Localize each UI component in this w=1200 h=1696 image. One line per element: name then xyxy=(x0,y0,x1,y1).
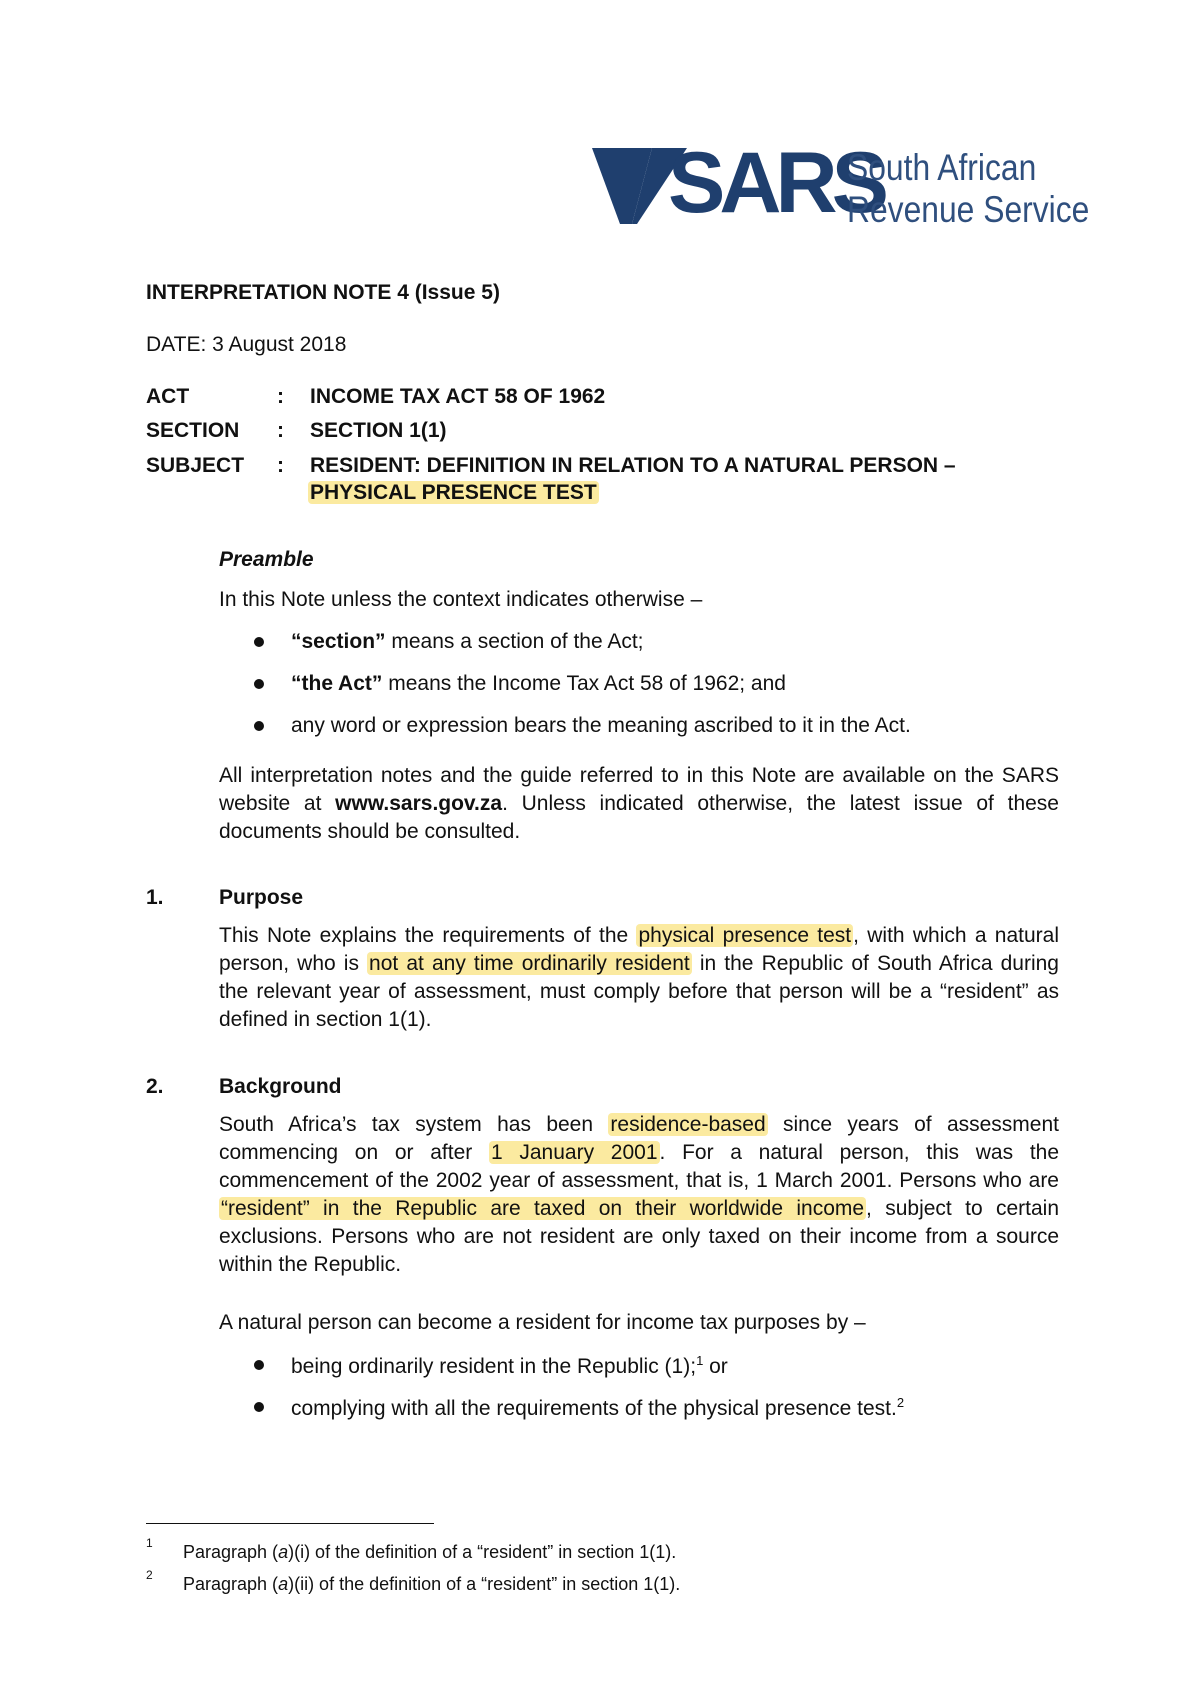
footnote-1-text: Paragraph (a)(i) of the definition of a “resident” in section 1(1). xyxy=(183,1542,677,1562)
section-label: SECTION xyxy=(146,419,240,442)
term-section-def: means a section of the Act; xyxy=(385,630,644,653)
bullet-icon xyxy=(254,721,264,731)
purpose-heading: Purpose xyxy=(219,886,304,909)
subject-value-line-2: PHYSICAL PRESENCE TEST xyxy=(310,481,597,504)
preamble-bullet-3: any word or expression bears the meaning ascribed to it in the Act. xyxy=(291,714,911,737)
background-bullet-2: complying with all the requirements of the physical presence test.$^2$ xyxy=(291,1395,905,1420)
subject-value-line-1: RESIDENT: DEFINITION IN RELATION TO A NATURAL PERSON – xyxy=(310,454,956,477)
footnote-ref-2[interactable]: 2 xyxy=(896,1395,905,1410)
background-intro-2: A natural person can become a resident for income tax purposes by – xyxy=(219,1311,866,1334)
highlight-physical-presence-test: physical presence test xyxy=(638,924,852,947)
bullet-icon xyxy=(254,1402,264,1412)
footnote-1-number: 1 xyxy=(146,1536,153,1550)
availability-paragraph: All interpretation notes and the guide referred to in this Note are available on the SARS website at www.sars.gov.za. Unless indicated otherwise, the latest issue of these documents should be consulted. xyxy=(219,764,1059,843)
bullet-icon xyxy=(254,1360,264,1370)
purpose-paragraph: This Note explains the requirements of the physical presence test, with which a natural person, who is not at any time ordinarily resident in the Republic of South Africa during the relevant year of assessment, must comply before that person will be a “resident” as defined in section 1(1). xyxy=(219,924,1060,1031)
highlight-1-january-2001: 1 January 2001 xyxy=(490,1141,658,1164)
document-date: DATE: 3 August 2018 xyxy=(146,333,347,356)
bullet-icon xyxy=(254,637,264,647)
act-label: ACT xyxy=(146,385,190,408)
logo-line-1: South African xyxy=(847,147,1037,188)
sars-wordmark: SARS xyxy=(668,135,883,231)
footnote-2-text: Paragraph (a)(ii) of the definition of a “resident” in section 1(1). xyxy=(183,1574,681,1594)
preamble-intro: In this Note unless the context indicates otherwise – xyxy=(219,588,703,611)
term-section: “section” xyxy=(291,630,386,653)
sars-logo-subtitle xyxy=(847,147,1089,231)
section-colon: : xyxy=(277,419,284,442)
background-paragraph: South Africa’s tax system has been residence-based since years of assessment commencing on or after 1 January 2001. For a natural person, this was the commencement of the 2002 year of assessment, that is, 1 March 2001. Persons who are “resident” in the Republic are taxed on their worldwide income, subject to certain exclusions. Persons who are not resident are only taxed on their income from a source within the Republic. xyxy=(219,1113,1060,1276)
logo-line-2: Revenue Service xyxy=(847,189,1090,230)
highlight-not-ordinarily-resident: not at any time ordinarily resident xyxy=(369,952,690,975)
section-value: SECTION 1(1) xyxy=(310,419,447,442)
highlight-residence-based: residence-based xyxy=(610,1113,766,1136)
term-the-act-def: means the Income Tax Act 58 of 1962; and xyxy=(382,672,786,695)
preamble-bullet-2 xyxy=(291,672,786,696)
footnote-divider xyxy=(146,1523,434,1524)
background-bullet-1: being ordinarily resident in the Republic (1);$^1$ or xyxy=(291,1353,728,1378)
act-colon: : xyxy=(277,385,284,408)
act-value: INCOME TAX ACT 58 OF 1962 xyxy=(310,385,606,408)
subject-label: SUBJECT xyxy=(146,454,245,477)
background-number: 2. xyxy=(146,1075,164,1098)
background-heading: Background xyxy=(219,1075,342,1098)
preamble-heading: Preamble xyxy=(219,548,314,571)
bullet-icon xyxy=(254,679,264,689)
sars-website-link[interactable]: www.sars.gov.za xyxy=(335,792,503,815)
footnote-ref-1[interactable]: 1 xyxy=(696,1353,704,1368)
term-the-act: “the Act” xyxy=(291,672,383,695)
document-title: INTERPRETATION NOTE 4 (Issue 5) xyxy=(146,281,500,304)
subject-colon: : xyxy=(277,454,284,477)
purpose-number: 1. xyxy=(146,886,164,909)
footnote-2-number: 2 xyxy=(146,1568,153,1582)
highlight-worldwide-income: “resident” in the Republic are taxed on their worldwide income xyxy=(221,1197,865,1220)
preamble-bullet-1 xyxy=(291,630,644,654)
